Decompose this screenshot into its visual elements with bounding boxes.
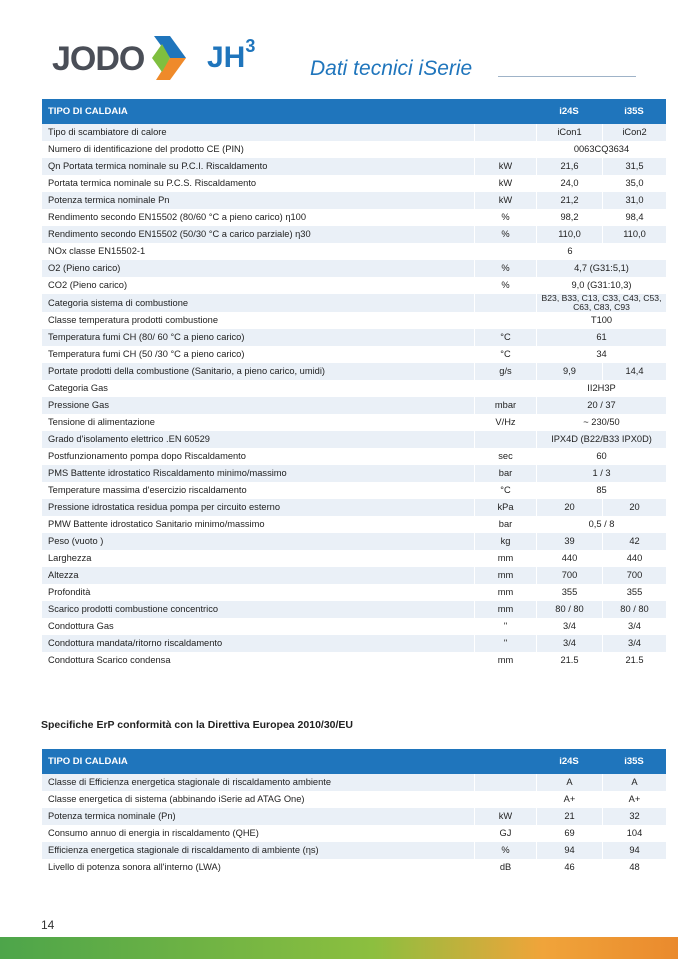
row-unit (474, 380, 536, 397)
row-unit: kW (474, 158, 536, 175)
row-label: Scarico prodotti combustione concentrico (42, 601, 474, 618)
row-value-i35s: 355 (602, 584, 666, 601)
row-value: 61 (536, 329, 666, 346)
row-value: 0063CQ3634 (536, 141, 666, 158)
header-label: TIPO DI CALDAIA (42, 99, 474, 124)
table-row (42, 209, 666, 226)
footer-gradient-bar (0, 937, 678, 959)
row-unit: kg (474, 533, 536, 550)
row-value-i24s: 355 (536, 584, 602, 601)
row-unit: sec (474, 448, 536, 465)
tech-data-table (42, 99, 666, 669)
row-unit (474, 294, 536, 312)
row-value-i35s: A (602, 774, 666, 791)
row-value-i24s: 21,2 (536, 192, 602, 209)
model-name: $JH^3$ (207, 36, 256, 74)
row-unit: % (474, 226, 536, 243)
page-header (0, 0, 678, 100)
row-label: NOx classe EN15502-1 (42, 243, 474, 260)
table-row (42, 465, 666, 482)
row-value-i35s: 31,5 (602, 158, 666, 175)
row-value-i24s: 46 (536, 859, 602, 876)
table-row (42, 380, 666, 397)
row-label: Temperature massima d'esercizio riscaldamento (42, 482, 474, 499)
row-label: Tensione di alimentazione (42, 414, 474, 431)
table-row (42, 825, 666, 842)
table-row (42, 141, 666, 158)
page-subtitle: Dati tecnici iSerie (310, 57, 473, 80)
row-value-i35s: 35,0 (602, 175, 666, 192)
row-unit (474, 124, 536, 141)
row-unit: mm (474, 652, 536, 669)
row-label: Livello di potenza sonora all'interno (LWA) (42, 859, 474, 876)
row-value-i24s: 21 (536, 808, 602, 825)
row-value-i35s: 48 (602, 859, 666, 876)
row-label: Consumo annuo di energia in riscaldamento (QHE) (42, 825, 474, 842)
row-unit: °C (474, 329, 536, 346)
row-value-i24s: 69 (536, 825, 602, 842)
row-unit: % (474, 260, 536, 277)
table-row (42, 791, 666, 808)
row-value: 1 / 3 (536, 465, 666, 482)
table-row (42, 294, 666, 312)
row-value-i24s: 80 / 80 (536, 601, 602, 618)
row-unit: kW (474, 192, 536, 209)
row-unit: " (474, 618, 536, 635)
row-unit: mm (474, 567, 536, 584)
row-label: Potenza termica nominale Pn (42, 192, 474, 209)
row-unit: % (474, 277, 536, 294)
row-value-i24s: iCon1 (536, 124, 602, 141)
row-value-i35s: 21.5 (602, 652, 666, 669)
table-row (42, 482, 666, 499)
row-label: Altezza (42, 567, 474, 584)
row-label: PMS Battente idrostatico Riscaldamento minimo/massimo (42, 465, 474, 482)
row-unit: " (474, 635, 536, 652)
header-label: TIPO DI CALDAIA (42, 749, 474, 774)
table-row (42, 550, 666, 567)
brand-mark-icon (148, 30, 192, 86)
row-unit: bar (474, 465, 536, 482)
row-value-i35s: 14,4 (602, 363, 666, 380)
erp-table (42, 749, 666, 876)
row-label: Portata termica nominale su P.C.S. Riscaldamento (42, 175, 474, 192)
row-label: Portate prodotti della combustione (Sanitario, a pieno carico, umidi) (42, 363, 474, 380)
table-row (42, 516, 666, 533)
row-value-i24s: 21.5 (536, 652, 602, 669)
row-label: Tipo di scambiatore di calore (42, 124, 474, 141)
row-value-i24s: A (536, 774, 602, 791)
row-value: 0,5 / 8 (536, 516, 666, 533)
row-unit: °C (474, 482, 536, 499)
table-row (42, 329, 666, 346)
row-value-i35s: 42 (602, 533, 666, 550)
row-value: 9,0 (G31:10,3) (536, 277, 666, 294)
table-row (42, 397, 666, 414)
row-value: 6 (474, 243, 666, 260)
row-unit: mm (474, 584, 536, 601)
row-unit: kW (474, 175, 536, 192)
row-label: Numero di identificazione del prodotto CE (PIN) (42, 141, 474, 158)
header-col-i35s: i35S (602, 749, 666, 774)
table-row (42, 448, 666, 465)
row-unit: mm (474, 601, 536, 618)
row-label: Classe temperatura prodotti combustione (42, 312, 474, 329)
row-label: Classe energetica di sistema (abbinando iSerie ad ATAG One) (42, 791, 474, 808)
row-unit: kPa (474, 499, 536, 516)
row-label: Rendimento secondo EN15502 (50/30 °C a carico parziale) η30 (42, 226, 474, 243)
row-value: T100 (536, 312, 666, 329)
table-row (42, 277, 666, 294)
table-header-row (42, 749, 666, 774)
row-value-i35s: 3/4 (602, 618, 666, 635)
table-row (42, 226, 666, 243)
row-label: CO2 (Pieno carico) (42, 277, 474, 294)
row-label: Peso (vuoto ) (42, 533, 474, 550)
row-value: ~ 230/50 (536, 414, 666, 431)
table-row (42, 346, 666, 363)
row-label: Classe di Efficienza energetica stagionale di riscaldamento ambiente (42, 774, 474, 791)
row-value: II2H3P (536, 380, 666, 397)
row-unit: °C (474, 346, 536, 363)
row-value-i35s: A+ (602, 791, 666, 808)
row-unit: dB (474, 859, 536, 876)
row-value: 20 / 37 (536, 397, 666, 414)
row-unit (474, 791, 536, 808)
row-label: Categoria Gas (42, 380, 474, 397)
row-label: Temperatura fumi CH (50 /30 °C a pieno carico) (42, 346, 474, 363)
row-value-i24s: 39 (536, 533, 602, 550)
row-value-i35s: 440 (602, 550, 666, 567)
row-value-i24s: 94 (536, 842, 602, 859)
header-col-i24s: i24S (536, 749, 602, 774)
row-label: PMW Battente idrostatico Sanitario minimo/massimo (42, 516, 474, 533)
row-value-i24s: 24,0 (536, 175, 602, 192)
table-row (42, 414, 666, 431)
table-row (42, 363, 666, 380)
table-row (42, 774, 666, 791)
row-value-i35s: 98,4 (602, 209, 666, 226)
row-value: 4,7 (G31:5,1) (536, 260, 666, 277)
row-label: Postfunzionamento pompa dopo Riscaldamento (42, 448, 474, 465)
row-label: Temperatura fumi CH (80/ 60 °C a pieno carico) (42, 329, 474, 346)
row-value: B23, B33, C13, C33, C43, C53, C63, C83, C93 (536, 294, 666, 312)
row-value-i35s: 32 (602, 808, 666, 825)
table-row (42, 124, 666, 141)
row-value-i35s: 31,0 (602, 192, 666, 209)
row-unit (474, 141, 536, 158)
page-number: 14 (41, 918, 55, 932)
row-unit (474, 312, 536, 329)
table-row (42, 192, 666, 209)
row-value-i24s: 700 (536, 567, 602, 584)
row-value-i24s: 110,0 (536, 226, 602, 243)
row-value-i24s: A+ (536, 791, 602, 808)
table-row (42, 859, 666, 876)
row-label: Larghezza (42, 550, 474, 567)
row-value-i24s: 21,6 (536, 158, 602, 175)
table-row (42, 601, 666, 618)
row-value-i35s: 20 (602, 499, 666, 516)
row-value-i24s: 98,2 (536, 209, 602, 226)
row-label: Profondità (42, 584, 474, 601)
row-value-i35s: 104 (602, 825, 666, 842)
row-value: 60 (536, 448, 666, 465)
row-value-i35s: 700 (602, 567, 666, 584)
table-header-row (42, 99, 666, 124)
row-unit: g/s (474, 363, 536, 380)
table-row (42, 618, 666, 635)
row-unit: % (474, 842, 536, 859)
table-row (42, 175, 666, 192)
row-label: Potenza termica nominale (Pn) (42, 808, 474, 825)
row-value-i24s: 20 (536, 499, 602, 516)
table-row (42, 260, 666, 277)
row-label: O2 (Pieno carico) (42, 260, 474, 277)
row-unit: % (474, 209, 536, 226)
table-row (42, 431, 666, 448)
row-label: Condottura Scarico condensa (42, 652, 474, 669)
row-label: Rendimento secondo EN15502 (80/60 °C a pieno carico) η100 (42, 209, 474, 226)
row-value-i35s: 80 / 80 (602, 601, 666, 618)
table-row (42, 158, 666, 175)
row-value-i35s: 110,0 (602, 226, 666, 243)
row-unit (474, 431, 536, 448)
row-unit: mm (474, 550, 536, 567)
row-unit (474, 774, 536, 791)
row-unit: V/Hz (474, 414, 536, 431)
row-value: 34 (536, 346, 666, 363)
table-row (42, 312, 666, 329)
row-value-i24s: 440 (536, 550, 602, 567)
row-label: Qn Portata termica nominale su P.C.I. Riscaldamento (42, 158, 474, 175)
table-row (42, 243, 666, 260)
table-row (42, 567, 666, 584)
header-col-i35s: i35S (602, 99, 666, 124)
row-unit: kW (474, 808, 536, 825)
row-unit: mbar (474, 397, 536, 414)
row-value-i35s: iCon2 (602, 124, 666, 141)
row-value-i24s: 3/4 (536, 618, 602, 635)
row-unit: GJ (474, 825, 536, 842)
header-divider (498, 76, 636, 77)
row-label: Pressione Gas (42, 397, 474, 414)
table-row (42, 652, 666, 669)
row-label: Efficienza energetica stagionale di riscaldamento di ambiente (ηs) (42, 842, 474, 859)
row-label: Condottura Gas (42, 618, 474, 635)
row-label: Categoria sistema di combustione (42, 294, 474, 312)
table-row (42, 533, 666, 550)
row-value: IPX4D (B22/B33 IPX0D) (536, 431, 666, 448)
table-row (42, 842, 666, 859)
row-label: Condottura mandata/ritorno riscaldamento (42, 635, 474, 652)
header-col-i24s: i24S (536, 99, 602, 124)
erp-section-title: Specifiche ErP conformità con la Direttiva Europea 2010/30/EU (41, 719, 354, 731)
table-row (42, 499, 666, 516)
table-row (42, 635, 666, 652)
row-value-i24s: 3/4 (536, 635, 602, 652)
row-label: Pressione idrostatica residua pompa per circuito esterno (42, 499, 474, 516)
table-row (42, 808, 666, 825)
row-value-i35s: 3/4 (602, 635, 666, 652)
brand-logo: JODO (52, 40, 145, 78)
row-value-i24s: 9,9 (536, 363, 602, 380)
row-value-i35s: 94 (602, 842, 666, 859)
row-value: 85 (536, 482, 666, 499)
table-row (42, 584, 666, 601)
row-unit: bar (474, 516, 536, 533)
row-label: Grado d'isolamento elettrico .EN 60529 (42, 431, 474, 448)
